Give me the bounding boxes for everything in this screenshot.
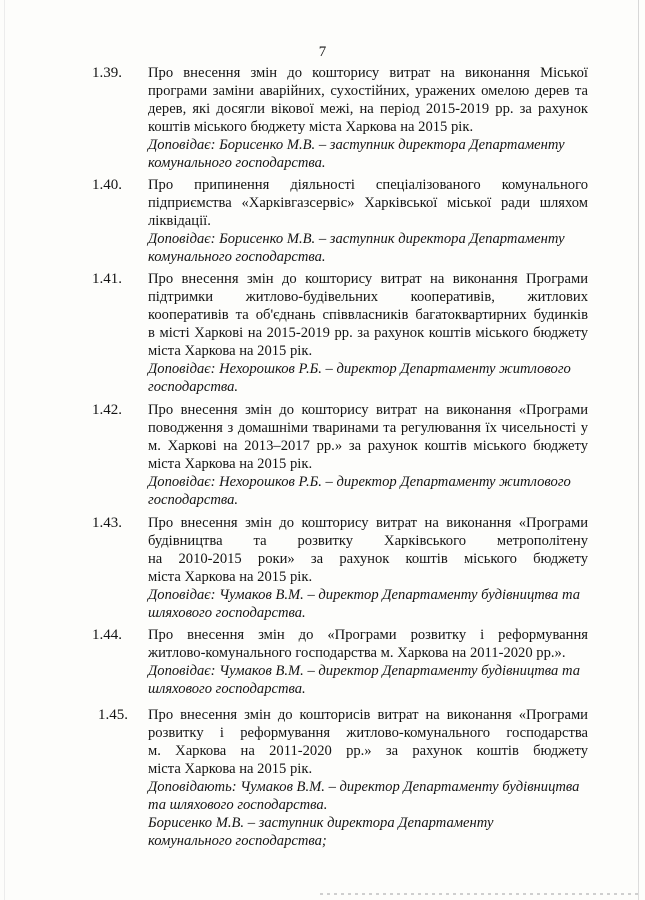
item-title-line: Про внесення змін до кошторису витрат на виконання «Програми bbox=[148, 402, 588, 418]
item-title-line: Про внесення змін до кошторисів витрат на виконання «Програми bbox=[148, 707, 588, 723]
item-title-line: підтримки житлово-будівельних кооперативів, житлових bbox=[148, 289, 588, 305]
item-number: 1.45. bbox=[98, 707, 128, 723]
item-title-line: міста Харкова на 2015 рік. bbox=[148, 456, 313, 472]
item-title-line: Про внесення змін до «Програми розвитку і реформування bbox=[148, 627, 588, 643]
item-title-line: Про внесення змін до кошторису витрат на виконання Програми bbox=[148, 271, 588, 287]
item-title-line: м. Харкова на 2011-2020 рр.» за рахунок коштів бюджету bbox=[148, 743, 588, 759]
item-title-line: підприємства «Харківгазсервіс» Харківської міської ради шляхом bbox=[148, 195, 588, 211]
item-speaker-line: Доповідає: Чумаков В.М. – директор Департаменту будівництва та bbox=[148, 587, 581, 603]
item-title-line: ліквідації. bbox=[148, 213, 211, 229]
item-title-line: Про внесення змін до кошторису витрат на виконання «Програми bbox=[148, 515, 588, 531]
item-title-line: Про припинення діяльності спеціалізованого комунального bbox=[148, 177, 588, 193]
scan-artifact bbox=[320, 893, 640, 895]
item-speaker-line: Доповідає: Чумаков В.М. – директор Департаменту будівництва та bbox=[148, 663, 581, 679]
item-speaker-line: шляхового господарства. bbox=[148, 681, 306, 697]
item-speaker-line: та шляхового господарства. bbox=[148, 797, 328, 813]
page-number: 7 bbox=[318, 44, 327, 60]
item-number: 1.41. bbox=[92, 271, 122, 287]
item-speaker-line: комунального господарства. bbox=[148, 155, 326, 171]
item-speaker-line: Доповідає: Борисенко М.В. – заступник директора Департаменту bbox=[148, 231, 565, 247]
item-number: 1.42. bbox=[92, 402, 122, 418]
item-speaker-line: господарства. bbox=[148, 492, 239, 508]
item-number: 1.43. bbox=[92, 515, 122, 531]
item-speaker-line: Доповідає: Борисенко М.В. – заступник директора Департаменту bbox=[148, 137, 565, 153]
item-number: 1.44. bbox=[92, 627, 122, 643]
item-title-line: програми заміни аварійних, сухостійних, уражених омелою дерев та bbox=[148, 83, 588, 99]
item-title-line: міста Харкова на 2015 рік. bbox=[148, 343, 313, 359]
item-title-line: дерев, які досягли вікової межі, на період 2015-2019 рр. за рахунок bbox=[148, 101, 588, 117]
item-title-line: Про внесення змін до кошторису витрат на виконання Міської bbox=[148, 65, 588, 81]
item-title-line: кооперативів та об'єднань співвласників багатоквартирних будинків bbox=[148, 307, 588, 323]
item-body bbox=[148, 270, 588, 396]
item-title-line: міста Харкова на 2015 рік. bbox=[148, 569, 313, 585]
item-title-line: на 2010-2015 роки» за рахунок коштів міського бюджету bbox=[148, 551, 588, 567]
item-speaker-line: комунального господарства; bbox=[148, 833, 327, 849]
item-number: 1.39. bbox=[92, 65, 122, 81]
item-body bbox=[148, 706, 588, 850]
item-title-line: міста Харкова на 2015 рік. bbox=[148, 761, 313, 777]
item-speaker-line: господарства. bbox=[148, 379, 239, 395]
item-speaker-line: шляхового господарства. bbox=[148, 605, 306, 621]
item-speaker-line: комунального господарства. bbox=[148, 249, 326, 265]
item-body bbox=[148, 176, 588, 266]
scan-edge-right bbox=[638, 0, 639, 900]
item-title-line: в місті Харкові на 2015-2019 рр. за рахунок коштів міського бюджету bbox=[148, 325, 588, 341]
item-title-line: розвитку і реформування житлово-комунального господарства bbox=[148, 725, 588, 741]
item-body bbox=[148, 64, 588, 172]
item-title-line: коштів міського бюджету міста Харкова на 2015 рік. bbox=[148, 119, 474, 135]
item-body bbox=[148, 626, 588, 698]
item-body bbox=[148, 401, 588, 509]
item-title-line: житлово-комунального господарства м. Харкова на 2011-2020 рр.». bbox=[148, 645, 566, 661]
item-speaker-line: Борисенко М.В. – заступник директора Департаменту bbox=[148, 815, 494, 831]
item-title-line: будівництва та розвитку Харківського метрополітену bbox=[148, 533, 588, 549]
item-speaker-line: Доповідає: Нехорошков Р.Б. – директор Департаменту житлового bbox=[148, 474, 571, 490]
item-body bbox=[148, 514, 588, 622]
item-speaker-line: Доповідають: Чумаков В.М. – директор Департаменту будівництва bbox=[148, 779, 580, 795]
item-title-line: м. Харкові на 2013–2017 рр.» за рахунок коштів міського бюджету bbox=[148, 438, 588, 454]
item-speaker-line: Доповідає: Нехорошков Р.Б. – директор Департаменту житлового bbox=[148, 361, 571, 377]
item-title-line: поводження з домашніми тваринами та регулювання їх чисельності у bbox=[148, 420, 588, 436]
scan-edge-left bbox=[4, 0, 5, 900]
item-number: 1.40. bbox=[92, 177, 122, 193]
